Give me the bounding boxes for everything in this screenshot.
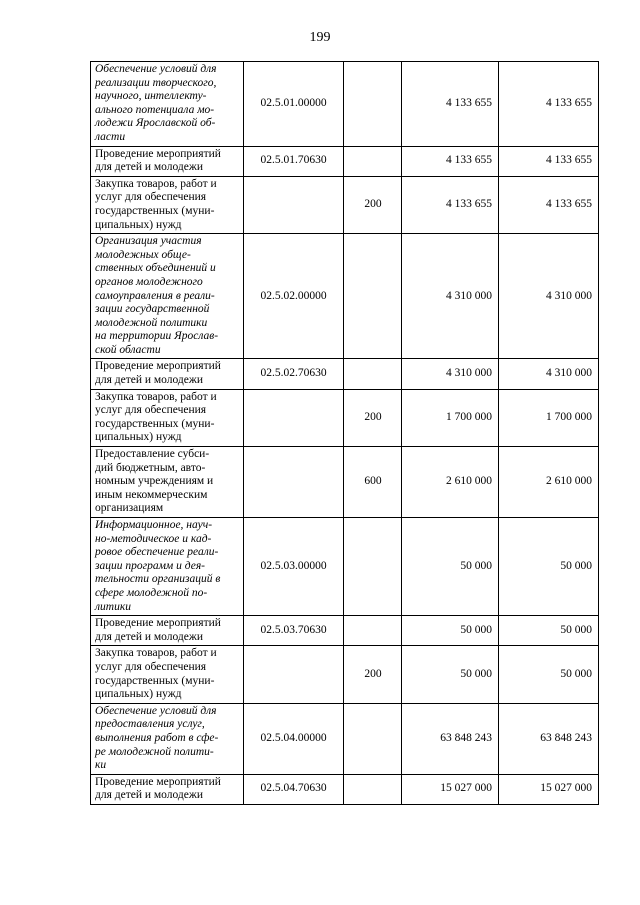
row-code xyxy=(244,646,344,703)
budget-table xyxy=(90,61,599,805)
row-sum-2: 1 700 000 xyxy=(499,389,599,446)
row-name-text: Организация участия молодежных обще- ственных объединений и органов молодежного самоуправления в реали- зации государственной молодежной политики на территории Ярослав- ской области xyxy=(95,235,219,356)
table-row xyxy=(91,146,599,176)
row-expense-type xyxy=(344,146,402,176)
table-row xyxy=(91,616,599,646)
row-sum-1: 15 027 000 xyxy=(402,774,499,804)
row-expense-type xyxy=(344,703,402,774)
row-name-text: Проведение мероприятий для детей и молодежи xyxy=(95,147,221,174)
row-code: 02.5.03.00000 xyxy=(244,518,344,616)
row-sum-1: 4 310 000 xyxy=(402,359,499,389)
table-row xyxy=(91,176,599,233)
page-number: 199 xyxy=(309,30,331,45)
row-expense-type: 200 xyxy=(344,389,402,446)
row-sum-2: 50 000 xyxy=(499,646,599,703)
row-code: 02.5.03.70630 xyxy=(244,616,344,646)
table-row xyxy=(91,389,599,446)
row-name xyxy=(91,774,244,804)
budget-table-body xyxy=(91,62,599,805)
row-name xyxy=(91,62,244,147)
row-code: 02.5.02.70630 xyxy=(244,359,344,389)
row-code xyxy=(244,389,344,446)
row-sum-2: 4 310 000 xyxy=(499,359,599,389)
row-name-text: Предоставление субси- дий бюджетным, авто- номным учреждениям и иным некоммерческим организациям xyxy=(95,448,214,515)
table-row xyxy=(91,518,599,616)
row-expense-type: 600 xyxy=(344,447,402,518)
row-name xyxy=(91,447,244,518)
row-code: 02.5.01.70630 xyxy=(244,146,344,176)
table-row xyxy=(91,447,599,518)
row-name-text: Обеспечение условий для реализации творческого, научного, интеллекту- ального потенциала мо- лодежи Ярославской об- ласти xyxy=(95,63,217,143)
row-sum-1: 50 000 xyxy=(402,518,499,616)
row-expense-type xyxy=(344,234,402,359)
row-name xyxy=(91,703,244,774)
row-sum-2: 4 133 655 xyxy=(499,146,599,176)
row-expense-type xyxy=(344,359,402,389)
row-code: 02.5.04.70630 xyxy=(244,774,344,804)
row-name-text: Закупка товаров, работ и услуг для обеспечения государственных (муни- ципальных) нужд xyxy=(95,647,217,701)
table-row xyxy=(91,774,599,804)
row-name xyxy=(91,518,244,616)
table-row xyxy=(91,703,599,774)
row-sum-1: 4 310 000 xyxy=(402,234,499,359)
table-row xyxy=(91,62,599,147)
row-expense-type: 200 xyxy=(344,646,402,703)
row-name xyxy=(91,146,244,176)
row-expense-type: 200 xyxy=(344,176,402,233)
row-name-text: Обеспечение условий для предоставления услуг, выполнения работ в сфе- ре молодежной полити- ки xyxy=(95,704,219,772)
row-expense-type xyxy=(344,518,402,616)
row-code: 02.5.02.00000 xyxy=(244,234,344,359)
row-name-text: Проведение мероприятий для детей и молодежи xyxy=(95,617,221,643)
row-sum-1: 63 848 243 xyxy=(402,703,499,774)
row-sum-1: 4 133 655 xyxy=(402,62,499,147)
row-name xyxy=(91,359,244,389)
row-sum-1: 50 000 xyxy=(402,616,499,646)
row-sum-2: 63 848 243 xyxy=(499,703,599,774)
row-name-text: Закупка товаров, работ и услуг для обеспечения государственных (муни- ципальных) нужд xyxy=(95,390,217,444)
row-code: 02.5.01.00000 xyxy=(244,62,344,147)
table-row xyxy=(91,234,599,359)
row-sum-2: 50 000 xyxy=(499,616,599,646)
table-row xyxy=(91,646,599,703)
row-sum-1: 50 000 xyxy=(402,646,499,703)
row-name xyxy=(91,234,244,359)
row-name-text: Закупка товаров, работ и услуг для обеспечения государственных (муни- ципальных) нужд xyxy=(95,177,217,231)
row-name-text: Информационное, науч- но-методическое и кад- ровое обеспечение реали- зации программ и дея- тельности организаций в сфере молодежной по- литики xyxy=(95,519,221,613)
row-sum-2: 4 310 000 xyxy=(499,234,599,359)
row-sum-2: 50 000 xyxy=(499,518,599,616)
row-sum-1: 1 700 000 xyxy=(402,389,499,446)
row-expense-type xyxy=(344,774,402,804)
row-sum-2: 15 027 000 xyxy=(499,774,599,804)
row-code: 02.5.04.00000 xyxy=(244,703,344,774)
row-sum-1: 4 133 655 xyxy=(402,146,499,176)
row-sum-2: 4 133 655 xyxy=(499,62,599,147)
row-name-text: Проведение мероприятий для детей и молодежи xyxy=(95,775,221,802)
row-sum-2: 4 133 655 xyxy=(499,176,599,233)
row-name-text: Проведение мероприятий для детей и молодежи xyxy=(95,360,221,387)
row-name xyxy=(91,389,244,446)
row-sum-1: 4 133 655 xyxy=(402,176,499,233)
row-code xyxy=(244,176,344,233)
row-name xyxy=(91,646,244,703)
row-expense-type xyxy=(344,62,402,147)
row-sum-2: 2 610 000 xyxy=(499,447,599,518)
row-name xyxy=(91,176,244,233)
row-code xyxy=(244,447,344,518)
row-sum-1: 2 610 000 xyxy=(402,447,499,518)
row-expense-type xyxy=(344,616,402,646)
table-row xyxy=(91,359,599,389)
row-name xyxy=(91,616,244,646)
